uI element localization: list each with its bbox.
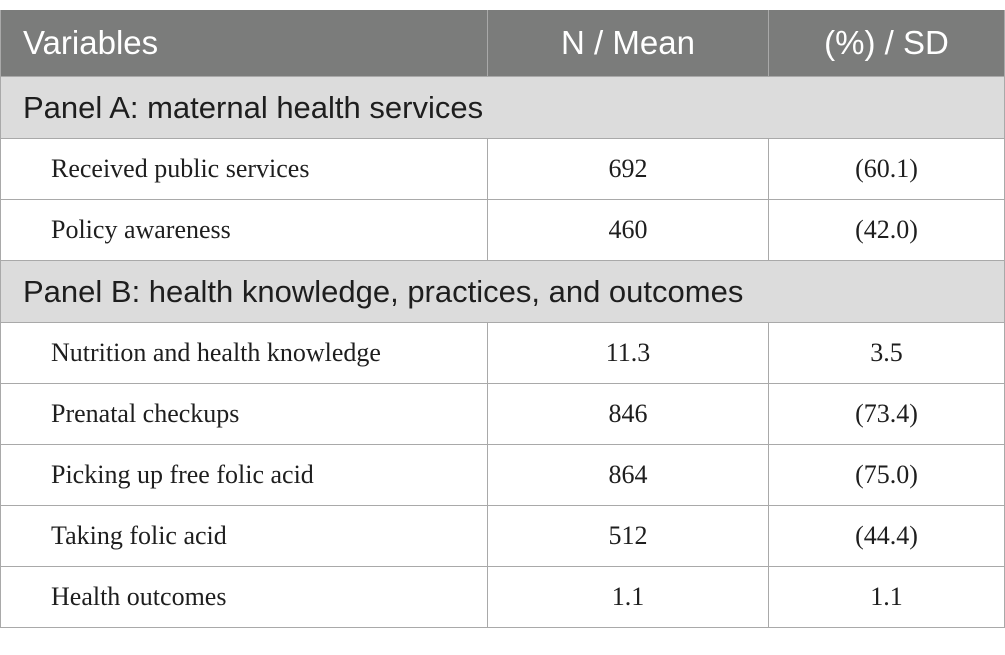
row-pct-sd: (60.1) — [769, 139, 1005, 200]
table-row — [1, 139, 1005, 200]
row-n-mean: 1.1 — [488, 567, 769, 628]
table-row — [1, 506, 1005, 567]
table-row — [1, 200, 1005, 261]
row-n-mean: 692 — [488, 139, 769, 200]
row-label: Policy awareness — [1, 200, 488, 261]
row-pct-sd: (42.0) — [769, 200, 1005, 261]
panel-a-row — [1, 77, 1005, 139]
panel-b-title: Panel B: health knowledge, practices, and outcomes — [1, 261, 1005, 323]
row-pct-sd: (44.4) — [769, 506, 1005, 567]
table-row — [1, 567, 1005, 628]
header-n-mean: N / Mean — [488, 10, 769, 77]
row-label: Nutrition and health knowledge — [1, 323, 488, 384]
panel-b-row — [1, 261, 1005, 323]
row-pct-sd: 3.5 — [769, 323, 1005, 384]
row-n-mean: 11.3 — [488, 323, 769, 384]
table-row — [1, 323, 1005, 384]
row-label: Picking up free folic acid — [1, 445, 488, 506]
header-pct-sd: (%) / SD — [769, 10, 1005, 77]
row-n-mean: 864 — [488, 445, 769, 506]
table-row — [1, 445, 1005, 506]
row-label: Prenatal checkups — [1, 384, 488, 445]
row-label: Taking folic acid — [1, 506, 488, 567]
row-label: Health outcomes — [1, 567, 488, 628]
header-row — [1, 10, 1005, 77]
row-pct-sd: (73.4) — [769, 384, 1005, 445]
table-row — [1, 384, 1005, 445]
row-label: Received public services — [1, 139, 488, 200]
summary-statistics-table — [0, 10, 1005, 628]
header-variables: Variables — [1, 10, 488, 77]
row-pct-sd: 1.1 — [769, 567, 1005, 628]
row-n-mean: 460 — [488, 200, 769, 261]
row-n-mean: 512 — [488, 506, 769, 567]
panel-a-title: Panel A: maternal health services — [1, 77, 1005, 139]
row-pct-sd: (75.0) — [769, 445, 1005, 506]
row-n-mean: 846 — [488, 384, 769, 445]
